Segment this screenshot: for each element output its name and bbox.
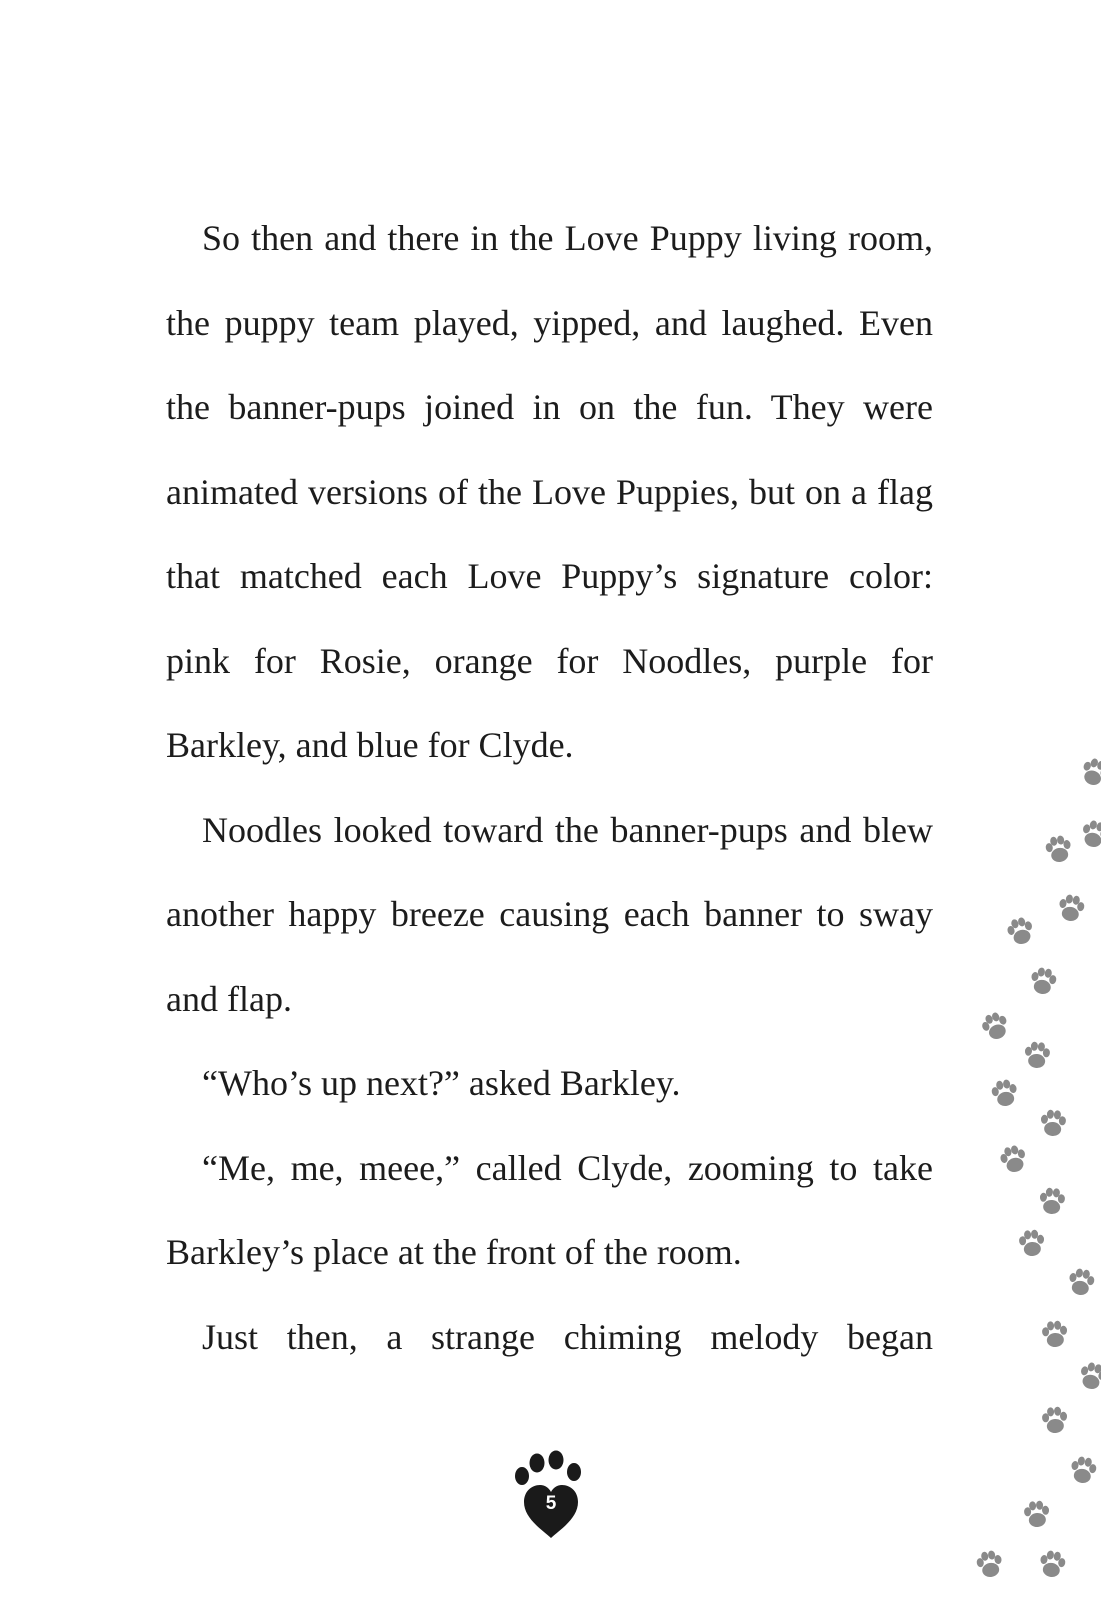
paw-print-icon — [1041, 1406, 1068, 1434]
paw-print-icon — [1077, 1360, 1101, 1392]
paw-print-icon — [1023, 1500, 1050, 1528]
text-line: for Barkley, and blue for Clyde. — [166, 640, 934, 765]
paw-print-icon — [990, 1078, 1019, 1108]
paw-print-icon — [1078, 756, 1101, 789]
text-line: “Me, me, meee,” called Clyde, zooming to take — [202, 1147, 933, 1188]
paw-print-icon — [1041, 1320, 1068, 1348]
paw-print-icon — [1044, 834, 1073, 864]
paw-print-icon — [975, 1549, 1004, 1579]
paw-print-icon — [979, 1010, 1011, 1043]
paw-print-icon — [1057, 893, 1086, 923]
text-line: Barkley’s place at the front of the room. — [166, 1232, 742, 1272]
paragraph-5 — [166, 1295, 933, 1380]
text-line: on a flag that matched each Love Puppy’s signature — [166, 471, 934, 596]
paw-print-icon — [1069, 1455, 1098, 1485]
text-line: sway and flap. — [166, 894, 934, 1019]
paw-print-icon — [1067, 1267, 1096, 1297]
paragraph-2 — [166, 788, 933, 1042]
paw-print-icon — [1079, 818, 1101, 850]
paw-print-icon — [1038, 1549, 1067, 1579]
text-line: blew another happy breeze causing each banner to — [166, 809, 933, 934]
paragraph-1 — [166, 196, 933, 788]
page-text — [166, 196, 933, 1379]
paw-print-icon — [1029, 966, 1058, 996]
text-line: color: pink for Rosie, orange for Noodles, purple — [166, 556, 934, 681]
text-line: Even the banner-pups joined in on the fun. They — [166, 302, 933, 427]
page-number-badge — [511, 1450, 591, 1542]
page-number: 5 — [545, 1493, 557, 1514]
paw-print-icon — [1018, 1229, 1045, 1257]
paw-print-icon — [1039, 1187, 1066, 1215]
paragraph-4 — [166, 1126, 933, 1295]
text-line: Noodles looked toward the banner-pups and — [202, 809, 852, 850]
paw-print-icon — [1024, 1041, 1051, 1069]
paragraph-3 — [166, 1041, 933, 1126]
paw-print-icon — [998, 1143, 1029, 1175]
paw-print-icon — [1040, 1109, 1067, 1137]
text-line: Just then, a strange chiming melody began — [202, 1316, 933, 1357]
paw-print-icon — [1005, 915, 1036, 947]
text-line: room, the puppy team played, yipped, and laughed. — [166, 218, 934, 343]
text-line: So then and there in the Love Puppy living — [202, 218, 837, 258]
text-line: “Who’s up next?” asked Barkley. — [202, 1063, 681, 1103]
text-line: were animated versions of the Love Puppies, but — [166, 387, 933, 512]
